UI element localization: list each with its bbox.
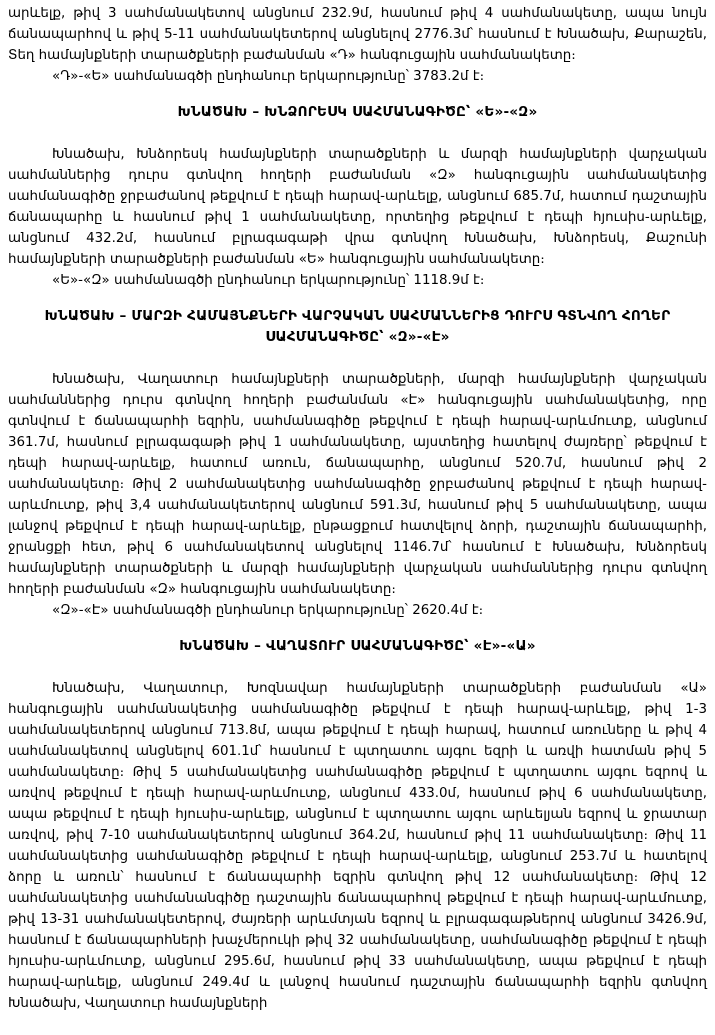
section-heading-khnatsakh-khndzoresk: ԽՆԱԾԱԽ – ԽՆՁՈՐԵՍԿ ՍԱՀՄԱՆԱԳԻԾԸ՝ «Ե»-«Զ»	[177, 104, 538, 120]
paragraph-e-a: Խնածախ, Վաղատուր, Խոզնավար համայնքների տարածքների բաժանման «Ա» հանգուցային սահմանակետից սահմանագիծը թեքվում է դեպի հարավ-արևելք, թիվ 1-3 սահմանակետերով անցնում 713.8մ, ապա թեքվում է դեպի հարավ, հատում առուները և թիվ 4 սահմանակետով անցնելով 601.1մ՝ հասնում է պտղատու այգու եզրի և առվի հատման թիվ 5 սահմանակետը։ Թիվ 5 սահմանակետից սահմանագիծը թեքվում է պտղատու այգու եզրով և առվով թեքվում է դեպի հարավ-արևմուտք, անցնում 433.0մ, հասնում թիվ 6 սահմանակետը, ապա թեքվում է դեպի հյուսիս-արևելք, անցնում է պտղատու այգու արևելյան եզրով և ջրատար առվով, թիվ 7-10 սահմանակետերով անցնում 364.2մ, հասնում թիվ 11 սահմանակետը։ Թիվ 11 սահմանակետից սահմանագիծը թեքվում է դեպի հարավ-արևելք, անցնում 253.7մ և հատելով ձորը և առուն՝ հասնում է ճանապարհի եզրին գտնվող թիվ 12 սահմանակետը։ Թիվ 12 սահմանակետից սահմանանգիծը դաշտային ճանապարհով թեքվում է դեպի հարավ-արևմուտք, թիվ 13-31 սահմանակետերով, ժայռերի արևմտյան եզրով և բլրագագաթներով անցնում 3426.9մ, հասնում է ճանապարհների խաչմերուկի թիվ 32 սահմանակետը, սահմանագիծը թեքվում է դեպի հյուսիս-արևմուտք, անցնում 295.6մ, հասնում թիվ 33 սահմանակետը, ապա թեքվում է դեպի հարավ-արևելք, անցնում 249.4մ և լանջով հասնում դաշտային ճանապարհի եզրին գտնվող Խնածախ, Վաղատուր համայնքների	[8, 681, 707, 1011]
paragraph-z-e: Խնածախ, Վաղատուր համայնքների տարածքների, մարզի համայնքների վարչական սահմաններից դուրս գտնվող հողերի բաժանման «Է» հանգուցային սահմանակետից, որը գտնվում է ճանապարհի եզրին, սահմանագիծը թեքվում է դեպի հարավ-արևմուտք, անցնում 361.7մ, հասնում բլրագագաթի թիվ 1 սահմանակետը, այստեղից հատելով ժայռերը՝ թեքվում է դեպի հարավ-արևելք, հատում առուն, ճանապարհը, անցնում 520.7մ, հասնում թիվ 2 սահմանակետը։ Թիվ 2 սահմանակետից սահմանագիծը ջրբաժանով թեքվում է դեպի հարավ-արևմուտք, թիվ 3,4 սահմանակետերով անցնում 591.3մ, հասնում թիվ 5 սահմանակետը, ապա լանջով թեքվում է դեպի հարավ-արևելք, ընթացքում հատվելով ձորի, դաշտային ճանապարհի, ջրանցքի հետ, թիվ 6 սահմանակետով անցնելով 1146.7մ՝ հասնում է Խնածախ, Խնձորեսկ համայնքների տարածքների և մարզի համայնքների վարչական սահմաններից դուրս գտնվող հողերի բաժանման «Զ» հանգուցային սահմանակետը։	[8, 372, 707, 597]
section-heading-khnatsakh-vaghatur: ԽՆԱԾԱԽ – ՎԱՂԱՏՈՒՐ ՍԱՀՄԱՆԱԳԻԾԸ՝ «Է»-«Ա»	[179, 638, 536, 654]
section-heading-khnatsakh-marz-lands: ԽՆԱԾԱԽ – ՄԱՐԶԻ ՀԱՄԱՅՆՔՆԵՐԻ ՎԱՐՉԱԿԱՆ ՍԱՀՄԱՆՆԵՐԻՑ ԴՈՒՐՍ ԳՏՆՎՈՂ ՀՈՂԵՐ ՍԱՀՄԱՆԱԳԻԾԸ՝ «Զ»-«Է»	[44, 308, 671, 345]
length-summary-z-e: «Զ»-«Է» սահմանագծի ընդհանուր երկարությունը՝ 2620.4մ է։	[52, 603, 484, 618]
length-summary-d-e: «Դ»-«Ե» սահմանագծի ընդհանուր երկարությունը՝ 3783.2մ է։	[52, 69, 485, 84]
paragraph-d-e-continuation: արևելք, թիվ 3 սահմանակետով անցնում 232.9մ, հասնում թիվ 4 սահմանակետը, ապա նույն ճանապարհով և թիվ 5-11 սահմանակետերով անցնելով 2776.3մ՝ հասնում է Խնածախ, Քարաշեն, Տեղ համայնքների տարածքների բաժանման «Դ» հանգուցային սահմանակետը։	[8, 6, 707, 63]
paragraph-e-z: Խնածախ, Խնձորեսկ համայնքների տարածքների և մարզի համայնքների վարչական սահմաններից դուրս գտնվող հողերի բաժանման «Զ» հանգուցային սահմանակետից սահմանագիծը ջրբաժանով թեքվում է դեպի հարավ-արևելք, անցնում 685.7մ, հատում դաշտային ճանապարհը և հասնում թիվ 1 սահմանակետը, որտեղից թեքվում է դեպի հյուսիս-արևելք, անցնում 432.2մ, հասնում բլրագագաթի վրա գտնվող Խնածախ, Խնձորեսկ, Քաշունի համայնքների տարածքների բաժանման «Ե» հանգուցային սահմանակետը։	[8, 147, 707, 267]
length-summary-e-z: «Ե»-«Զ» սահմանագծի ընդհանուր երկարությունը՝ 1118.9մ է։	[52, 273, 485, 288]
